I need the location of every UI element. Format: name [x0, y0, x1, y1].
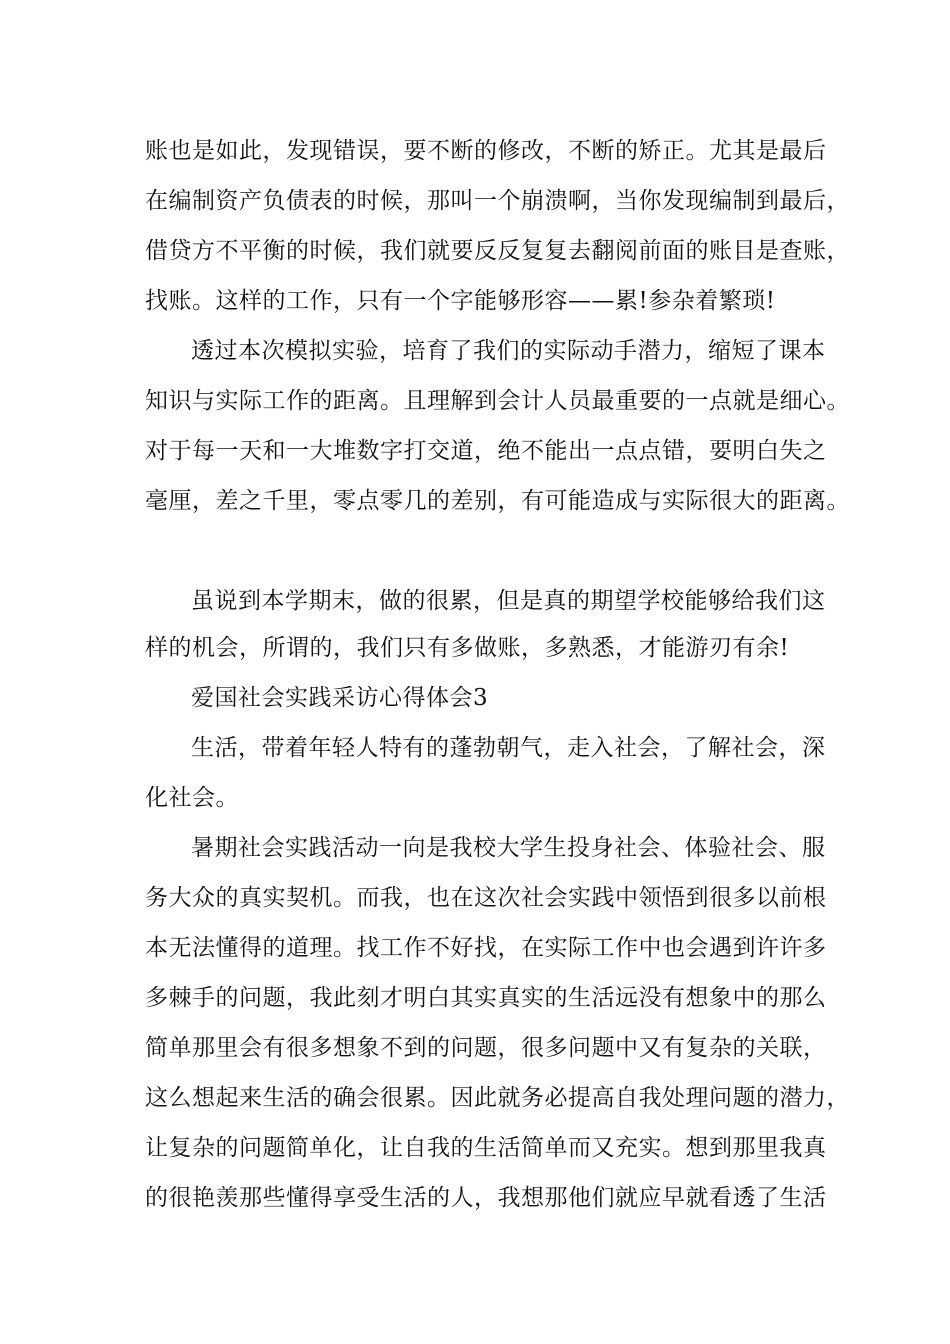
text-line: 找账。这样的工作，只有一个字能够形容——累!参杂着繁琐! [145, 288, 776, 314]
paragraph-first-line: 暑期社会实践活动一向是我校大学生投身社会、体验社会、服 [191, 835, 826, 861]
paragraph-first-line: 透过本次模拟实验，培育了我们的实际动手潜力，缩短了课本 [191, 338, 826, 364]
text-line: 让复杂的问题简单化，让自我的生活简单而又充实。想到那里我真 [145, 1135, 827, 1161]
text-line: 样的机会，所谓的，我们只有多做账，多熟悉，才能游刃有余! [145, 635, 790, 661]
text-line: 对于每一天和一大堆数字打交道，绝不能出一点点错，要明白失之 [145, 438, 827, 464]
text-line: 知识与实际工作的距离。且理解到会计人员最重要的一点就是细心。 [145, 388, 850, 414]
text-line: 多棘手的问题，我此刻才明白其实真实的生活远没有想象中的那么 [145, 985, 827, 1011]
text-line: 借贷方不平衡的时候，我们就要反反复复去翻阅前面的账目是查账， [145, 238, 850, 264]
paragraph-first-line: 生活，带着年轻人特有的蓬勃朝气，走入社会，了解社会，深 [191, 735, 826, 761]
text-line: 本无法懂得的道理。找工作不好找，在实际工作中也会遇到许许多 [145, 935, 827, 961]
text-line: 化社会。 [145, 785, 239, 811]
text-line: 在编制资产负债表的时候，那叫一个崩溃啊，当你发现编制到最后， [145, 188, 850, 214]
text-line: 简单那里会有很多想象不到的问题，很多问题中又有复杂的关联， [145, 1035, 827, 1061]
section-heading: 爱国社会实践采访心得体会3 [191, 685, 489, 711]
text-line: 毫厘，差之千里，零点零几的差别，有可能造成与实际很大的距离。 [145, 488, 850, 514]
text-line: 务大众的真实契机。而我，也在这次社会实践中领悟到很多以前根 [145, 885, 827, 911]
text-line: 的很艳羡那些懂得享受生活的人，我想那他们就应早就看透了生活 [145, 1185, 827, 1211]
text-line: 这么想起来生活的确会很累。因此就务必提高自我处理问题的潜力， [145, 1085, 850, 1111]
text-line: 账也是如此，发现错误，要不断的修改，不断的矫正。尤其是最后 [145, 138, 827, 164]
paragraph-first-line: 虽说到本学期末，做的很累，但是真的期望学校能够给我们这 [191, 588, 826, 614]
